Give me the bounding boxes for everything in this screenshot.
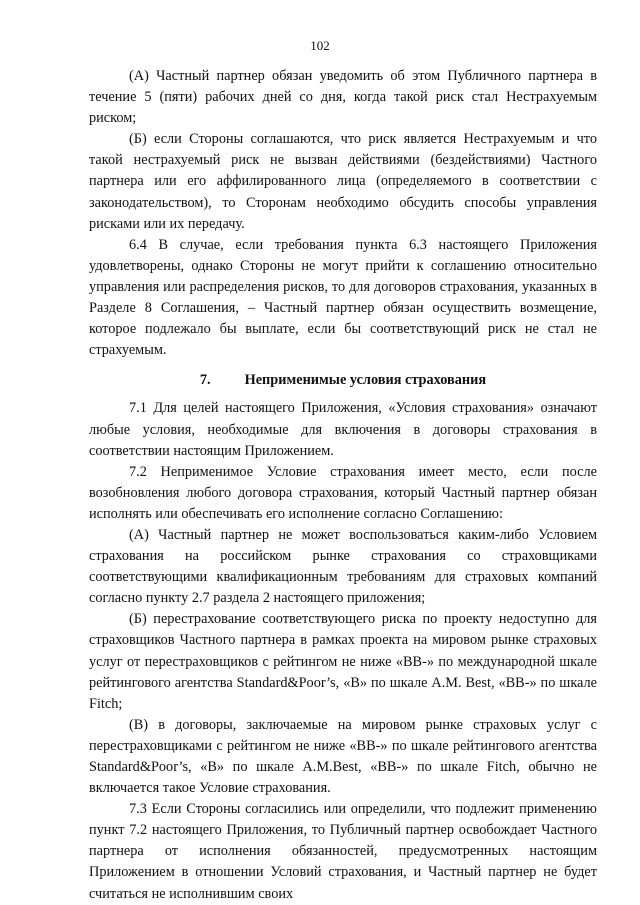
paragraph-clause-7-3: 7.3 Если Стороны согласились или определили, что подлежит применению пункт 7.2 настоящего Приложения, то Публичный партнер освобождает Частного партнера от исполнения обязанностей, предусмотренных настоящим Приложением в отношении Условий страхования, и Частный партнер не будет считаться не исполнившим своих <box>89 801 597 902</box>
paragraph-clause-6-4: 6.4 В случае, если требования пункта 6.3 настоящего Приложения удовлетворены, однако Стороны не могут прийти к соглашению относительно управления или распределения рисков, то для договоров страхования, указанных в Разделе 8 Соглашения, – Частный партнер обязан осуществить возмещение, которое подлежало бы выплате, если бы соответствующий риск не стал не страхуемым. <box>89 236 597 359</box>
section-title: Неприменимые условия страхования <box>244 372 487 389</box>
section-heading <box>89 370 597 391</box>
paragraph-clause-7-2: 7.2 Неприменимое Условие страхования имеет место, если после возобновления любого договора страхования, который Частный партнер обязан исполнять или обеспечивать его исполнение согласно Соглашению: <box>89 463 597 522</box>
section-number: 7. <box>199 372 211 389</box>
page-number: 102 <box>310 38 330 53</box>
paragraph-uninsurable-risk-b: (Б) если Стороны соглашаются, что риск является Нестрахуемым и что такой нестрахуемый риск не вызван действиями (бездействиями) Частного партнера или его аффилированного лица (определяемого в соответствии с законодательством), то Сторонам необходимо обсудить способы управления рисками или их передачу. <box>89 131 597 232</box>
paragraph-clause-7-1: 7.1 Для целей настоящего Приложения, «Условия страхования» означают любые условия, необходимые для включения в договоры страхования в соответствии настоящим Приложением. <box>89 400 597 459</box>
document-body <box>89 66 597 905</box>
paragraph-clause-7-2-b: (Б) перестрахование соответствующего риска по проекту недоступно для страховщиков Частного партнера в рамках проекта на мировом рынке страховых услуг от перестраховщиков с рейтингом не ниже «BB-» по международной шкале рейтингового агентства Standard&Poor’s, «B» по шкале A.M. Best, «BB-» по шкале Fitch; <box>89 611 597 712</box>
paragraph-clause-7-2-v: (В) в договоры, заключаемые на мировом рынке страховых услуг с перестраховщиками с рейтингом не ниже «BB-» по шкале рейтингового агентства Standard&Poor’s, «B» по шкале A.M.Best, «BB-» по шкале Fitch, обычно не включается такое Условие страхования. <box>89 716 597 797</box>
paragraph-clause-7-2-a: (А) Частный партнер не может воспользоваться каким-либо Условием страхования на российском рынке страхования со страховщиками соответствующими квалификационным требованиям для страховых компаний согласно пункту 2.7 раздела 2 настоящего приложения; <box>89 526 597 607</box>
paragraph-insurer-notice-a: (А) Частный партнер обязан уведомить об этом Публичного партнера в течение 5 (пяти) рабочих дней со дня, когда такой риск стал Нестрахуемым риском; <box>89 68 597 127</box>
